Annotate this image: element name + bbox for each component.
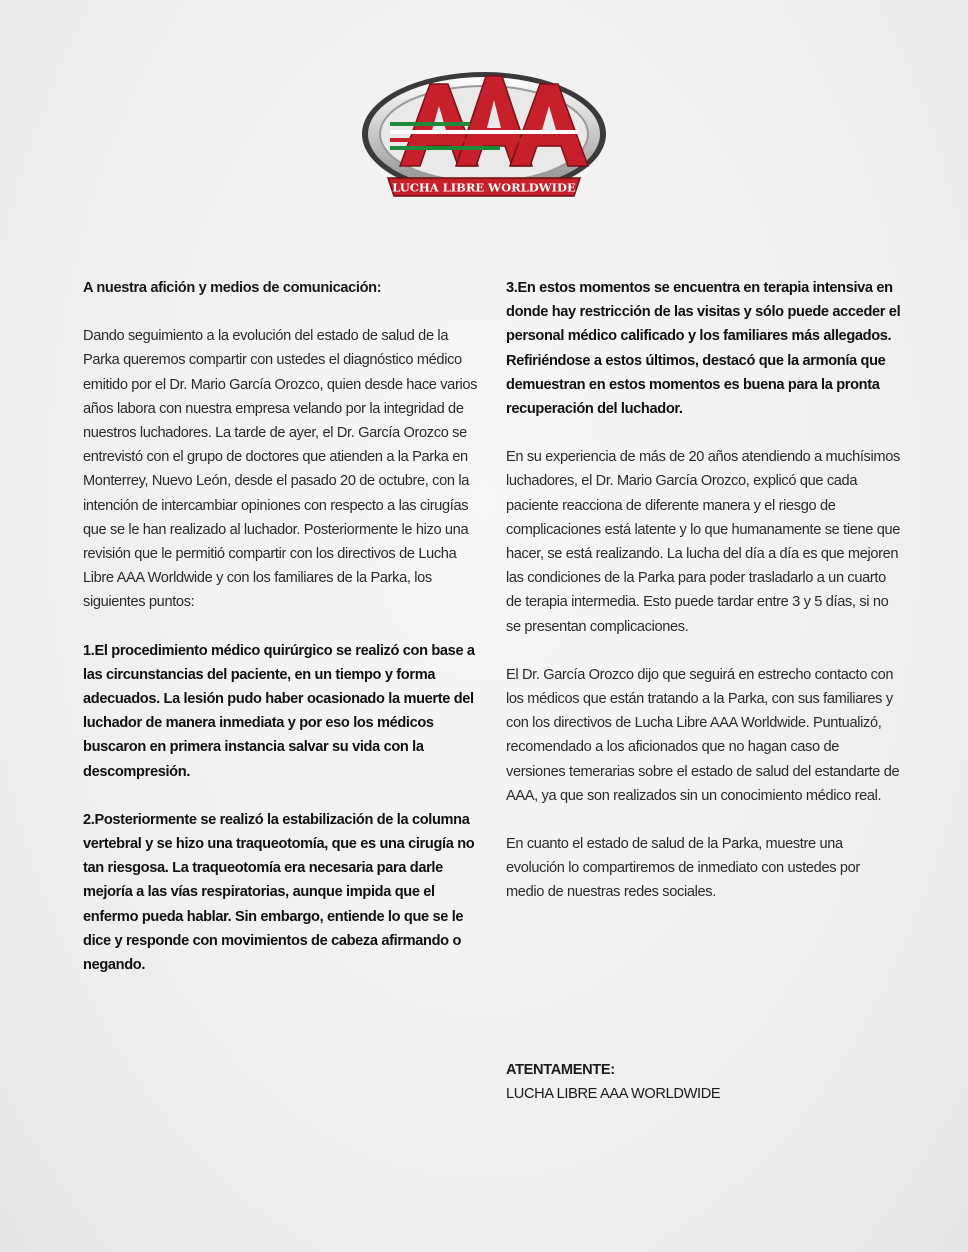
aaa-logo [360, 70, 608, 210]
closing: ATENTAMENTE: [506, 1062, 615, 1078]
contact-paragraph: El Dr. García Orozco dijo que seguirá en estrecho contacto con los médicos que están tratando a la Parka, con sus familiares y con los directivos de Lucha Libre AAA Worldwide. Puntualizó, recomendado a los aficionados que no hagan caso de versiones temerarias sobre el estado de salud del estandarte de AAA, ya que son realizados sin un conocimiento médico real. [506, 666, 900, 804]
intro-paragraph: Dando seguimiento a la evolución del estado de salud de la Parka queremos compartir con ustedes el diagnóstico médico emitido por el Dr. Mario García Orozco, quien desde hace varios años labora con nuestra empresa velando por la integridad de nuestros luchadores. La tarde de ayer, el Dr. García Orozco se entrevistó con el grupo de doctores que atienden a la Parka en Monterrey, Nuevo León, desde el pasado 20 de octubre, con la intención de intercambiar opiniones con respecto a las cirugías que se le han realizado al luchador. Posteriormente le hizo una revisión que le permitió compartir con los directivos de Lucha Libre AAA Worldwide y con los familiares de la Parka, los siguientes puntos: [83, 328, 478, 611]
greeting: A nuestra afición y medios de comunicación: [83, 280, 382, 296]
experience-paragraph: En su experiencia de más de 20 años atendiendo a muchísimos luchadores, el Dr. Mario García Orozco, explicó que cada paciente reacciona de diferente manera y el riesgo de complicaciones está latente y lo que humanamente se tiene que hacer, se está realizando. La lucha del día a día es que mejoren las condiciones de la Parka para poder trasladarlo a un cuarto de terapia intermedia. Esto puede tardar entre 3 y 5 días, si no se presentan complicaciones. [506, 449, 901, 635]
point-2: 2.Posteriormente se realizó la estabilización de la columna vertebral y se hizo una traqueotomía, que es una cirugía no tan riesgosa. La traqueotomía era necesaria para darle mejoría a las vías respiratorias, aunque impida que el enfermo pueda hablar. Sin embargo, entiende lo que se le dice y responde con movimientos de cabeza afirmando o negando. [83, 811, 475, 974]
logo-banner-text: LUCHA LIBRE WORLDWIDE [392, 180, 576, 195]
point-3: 3.En estos momentos se encuentra en terapia intensiva en donde hay restricción de las visitas y sólo puede acceder el personal médico calificado y los familiares más allegados. Refiriéndose a estos últimos, destacó que la armonía que demuestran en estos momentos es buena para la pronta recuperación del luchador. [506, 280, 901, 418]
right-column [506, 276, 901, 929]
point-1: 1.El procedimiento médico quirúrgico se realizó con base a las circunstancias del paciente, en un tiempo y forma adecuados. La lesión pudo haber ocasionado la muerte del luchador de manera inmediata y por eso los médicos buscaron en primera instancia salvar su vida con la descompresión. [83, 642, 475, 780]
updates-paragraph: En cuanto el estado de salud de la Parka, muestre una evolución lo compartiremos de inmediato con ustedes por medio de nuestras redes sociales. [506, 836, 860, 901]
left-column [83, 276, 478, 1001]
signature-block [506, 1058, 720, 1106]
signature: LUCHA LIBRE AAA WORLDWIDE [506, 1086, 721, 1102]
